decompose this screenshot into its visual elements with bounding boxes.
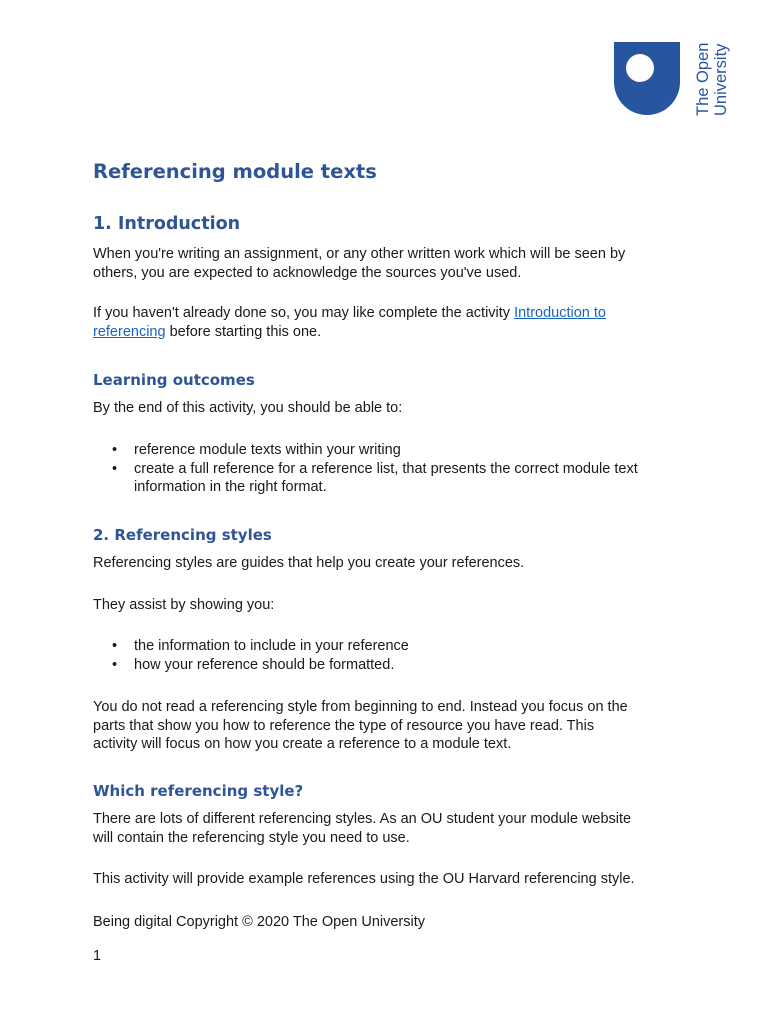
styles-paragraph-1: Referencing styles are guides that help you create your references. bbox=[93, 555, 525, 571]
link-text-line-2: referencing bbox=[93, 323, 166, 340]
section-heading-introduction: 1. Introduction bbox=[93, 214, 241, 234]
logo-line-2: University bbox=[712, 43, 730, 116]
logo-line-1: The Open bbox=[694, 42, 712, 116]
list-item bbox=[93, 656, 683, 675]
list-item bbox=[93, 637, 683, 656]
outcomes-lead: By the end of this activity, you should be able to: bbox=[93, 400, 403, 416]
styles-paragraph-3 bbox=[93, 698, 683, 754]
styles-paragraph-3-line-2: parts that show you how to reference the type of resource you have read. This bbox=[93, 717, 595, 734]
outcomes-list bbox=[93, 441, 683, 497]
styles-paragraph-2: They assist by showing you: bbox=[93, 597, 275, 613]
section-heading-referencing-styles: 2. Referencing styles bbox=[93, 526, 272, 544]
outcome-2-line-1: create a full reference for a reference list, that presents the correct module text bbox=[134, 460, 638, 477]
styles-bullet-1: the information to include in your reference bbox=[134, 638, 409, 654]
styles-list bbox=[93, 637, 683, 674]
styles-paragraph-3-line-1: You do not read a referencing style from beginning to end. Instead you focus on the bbox=[93, 699, 628, 715]
open-university-logo bbox=[613, 42, 733, 122]
outcome-2-line-2: information in the right format. bbox=[134, 479, 327, 495]
which-paragraph-1-line-2: will contain the referencing style you need to use. bbox=[93, 829, 410, 846]
link-text-line-1: Introduction to bbox=[514, 305, 606, 321]
footer-copyright: Being digital Copyright © 2020 The Open University bbox=[93, 914, 426, 930]
styles-paragraph-3-line-3: activity will focus on how you create a reference to a module text. bbox=[93, 736, 512, 752]
intro-paragraph-2-text-before: If you haven't already done so, you may like complete the activity bbox=[93, 305, 515, 321]
intro-paragraph-2 bbox=[93, 304, 683, 341]
list-item bbox=[93, 441, 683, 460]
intro-paragraph-2-text-after: before starting this one. bbox=[165, 323, 322, 340]
outcome-1: reference module texts within your writing bbox=[134, 442, 401, 458]
intro-paragraph-1-line-2: others, you are expected to acknowledge the sources you've used. bbox=[93, 264, 522, 281]
styles-bullet-2: how your reference should be formatted. bbox=[134, 656, 395, 673]
page-title: Referencing module texts bbox=[93, 160, 377, 183]
page-number: 1 bbox=[93, 948, 102, 964]
subheading-which-referencing-style: Which referencing style? bbox=[93, 782, 304, 800]
subheading-learning-outcomes: Learning outcomes bbox=[93, 371, 255, 389]
which-paragraph-1 bbox=[93, 810, 683, 847]
list-item bbox=[93, 460, 683, 497]
which-paragraph-1-line-1: There are lots of different referencing styles. As an OU student your module website bbox=[93, 811, 632, 827]
intro-paragraph-1-line-1: When you're writing an assignment, or any other written work which will be seen by bbox=[93, 246, 626, 262]
intro-paragraph-1 bbox=[93, 245, 683, 282]
which-paragraph-2: This activity will provide example references using the OU Harvard referencing style. bbox=[93, 871, 635, 887]
open-university-shield-icon bbox=[613, 42, 733, 122]
